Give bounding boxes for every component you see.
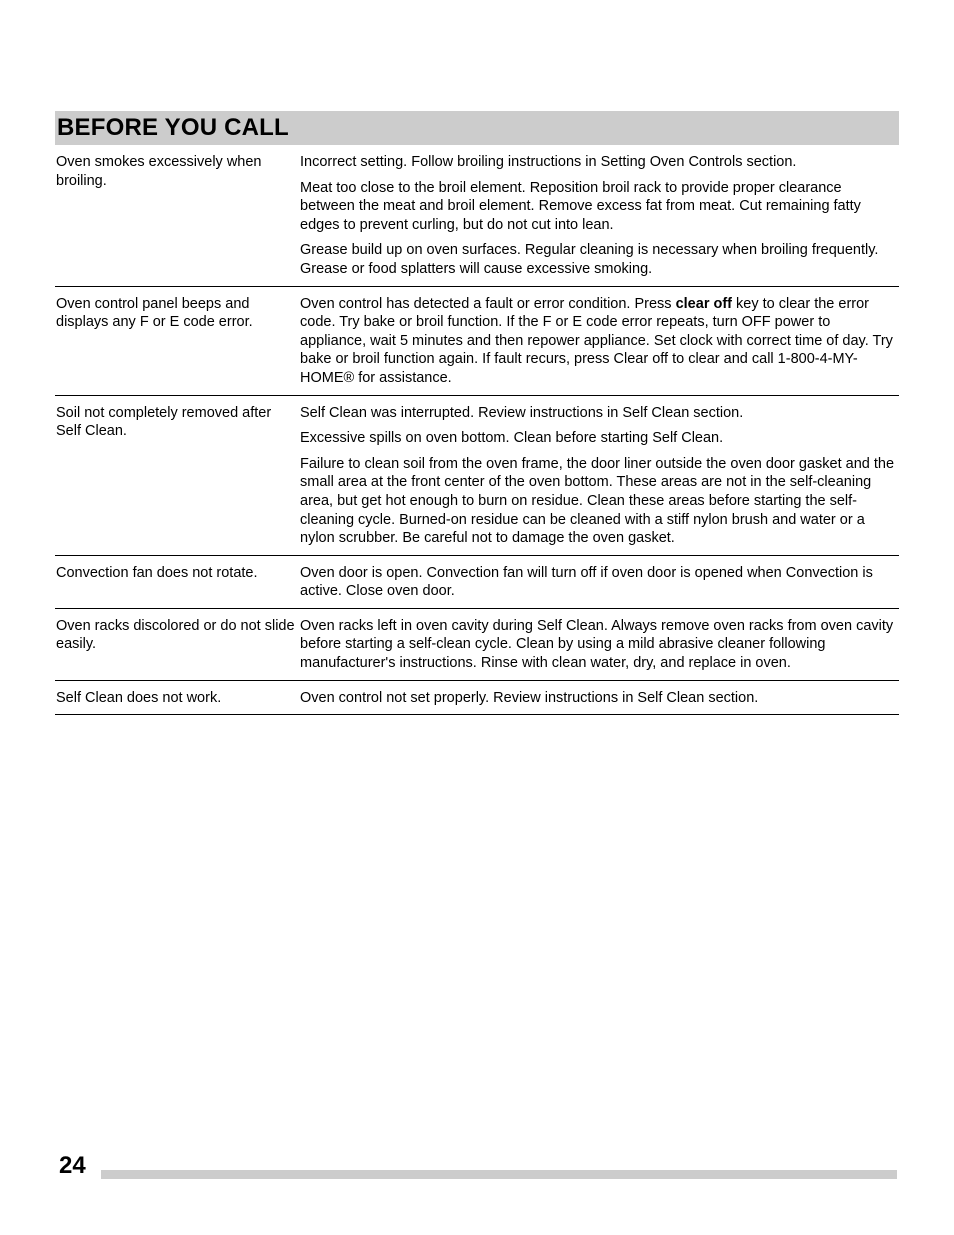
page-number: 24	[59, 1152, 86, 1179]
solution-text-part: Oven control has detected a fault or error condition. Press	[300, 295, 676, 312]
solution-text	[300, 295, 899, 388]
problem-cell: Soil not completely removed after Self Clean.	[56, 404, 272, 440]
table-row	[55, 688, 899, 716]
troubleshooting-table	[55, 152, 899, 715]
solution-text: Grease build up on oven surfaces. Regular cleaning is necessary when broiling frequently. Grease or food splatters will cause excessive smoking.	[300, 242, 879, 277]
solution-text: Oven control not set properly. Review instructions in Self Clean section.	[300, 689, 759, 706]
solution-text: Excessive spills on oven bottom. Clean before starting Self Clean.	[300, 430, 724, 447]
table-row	[55, 294, 899, 396]
solution-text: Self Clean was interrupted. Review instructions in Self Clean section.	[300, 404, 744, 421]
table-row	[55, 152, 899, 287]
problem-cell: Convection fan does not rotate.	[56, 564, 258, 581]
problem-cell: Oven smokes excessively when broiling.	[56, 154, 262, 189]
solution-text: Failure to clean soil from the oven frame, the door liner outside the oven door gasket and the small area at the front center of the oven bottom. These areas are not in the self-cleaning area, but get hot enough to burn on residue. Clean these areas before starting the self-cleaning cycle. Burned-on residue can be cleaned with a stiff nylon brush and water or a nylon scrubber. Be careful not to damage the oven gasket.	[300, 455, 895, 547]
solution-cell	[300, 153, 899, 279]
footer-rule	[101, 1170, 897, 1179]
problem-cell: Oven control panel beeps and displays any F or E code error.	[56, 295, 253, 331]
problem-cell: Self Clean does not work.	[56, 689, 222, 706]
clear-off-key-label: clear off	[675, 295, 733, 312]
solution-text: Oven racks left in oven cavity during Self Clean. Always remove oven racks from oven cavity before starting a self-clean cycle. Clean by using a mild abrasive cleaner following manufacturer's instructions. Rinse with clean water, dry, and replace in oven.	[300, 617, 894, 672]
solution-cell	[300, 404, 899, 548]
solution-cell	[300, 689, 899, 708]
section-header-bar	[55, 111, 899, 145]
solution-cell	[300, 617, 899, 673]
problem-cell: Oven racks discolored or do not slide easily.	[56, 617, 295, 653]
solution-text: Oven door is open. Convection fan will turn off if oven door is opened when Convection is active. Close oven door.	[300, 564, 873, 600]
solution-cell	[300, 564, 899, 601]
solution-cell	[300, 295, 899, 388]
table-row	[55, 403, 899, 556]
solution-text: Incorrect setting. Follow broiling instructions in Setting Oven Controls section.	[300, 154, 797, 170]
table-row	[55, 563, 899, 609]
section-title: BEFORE YOU CALL	[57, 114, 289, 141]
table-row	[55, 616, 899, 681]
solution-text: Meat too close to the broil element. Reposition broil rack to provide proper clearance between the meat and broil element. Remove excess fat from meat. Cut remaining fatty edges to prevent curling, but do not cut into lean.	[300, 179, 861, 233]
solution-text-part: key to clear the error code. Try bake or broil function. If the F or E code error repeats, turn OFF power to appliance, wait 5 minutes and then repower appliance. Set clock with correct time of day. Try bake or broil function again. If fault recurs, press Clear off to clear and call 1-800-4-MY-HOME® for assistance.	[300, 295, 893, 386]
